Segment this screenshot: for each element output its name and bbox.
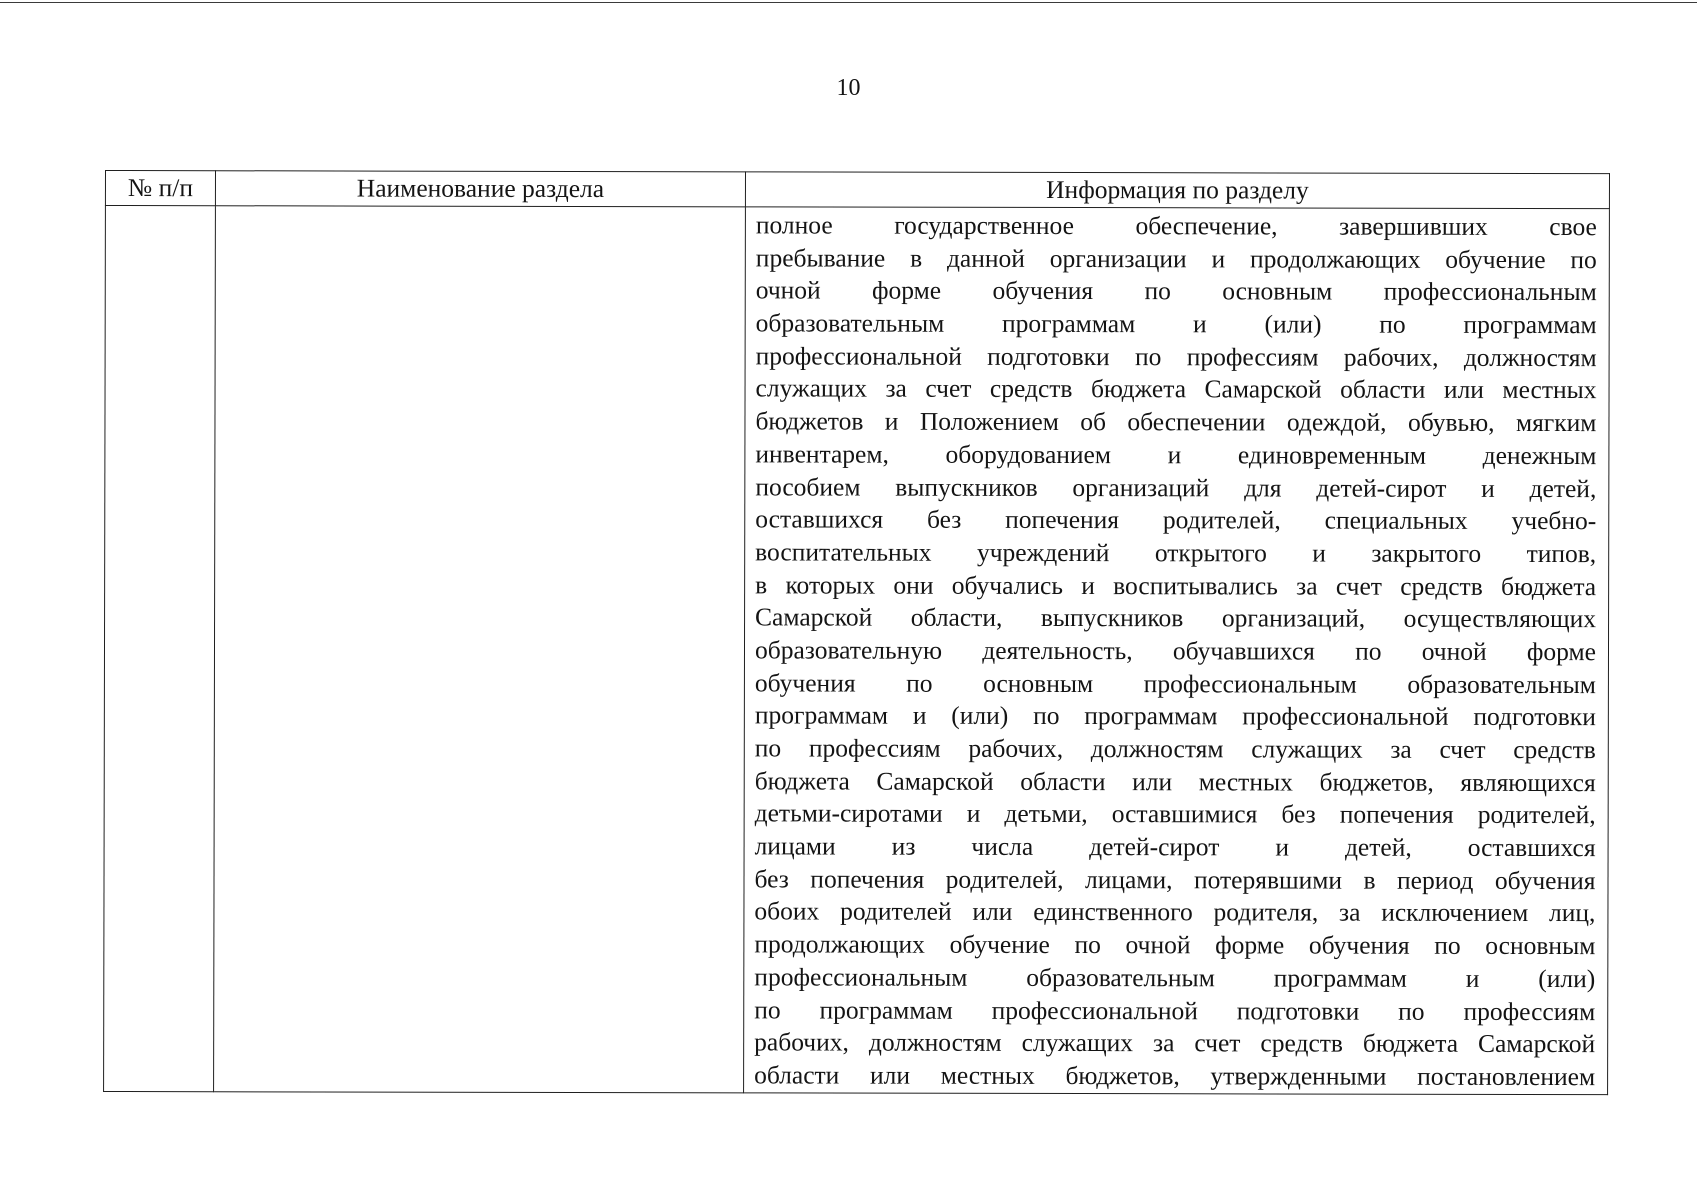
info-text-line: профессиональным образовательным программам и (или)	[754, 962, 1596, 993]
info-text-line: бюджетов и Положением об обеспечении одеждой, обувью, мягким	[755, 406, 1597, 438]
info-text-line: оставшихся без попечения родителей, специальных учебно-	[755, 504, 1597, 536]
info-text-line: профессиональной подготовки по профессиям рабочих, должностям	[755, 341, 1597, 372]
info-text-line: бюджета Самарской области или местных бюджетов, являющихся	[754, 766, 1596, 797]
info-text-line: полное государственное обеспечение, завершивших свое	[755, 210, 1597, 242]
info-text-line: Самарской области, выпускников организаций, осуществляющих	[755, 602, 1597, 634]
row-section-name-cell	[214, 206, 746, 1093]
info-text-line: по профессиям рабочих, должностям служащих за счет средств	[754, 733, 1596, 765]
table-header-row	[105, 171, 1609, 209]
row-number-cell	[104, 206, 216, 1092]
info-text-line: обоих родителей или единственного родителя, за исключением лиц,	[754, 896, 1596, 928]
info-text-line: в которых они обучались и воспитывались за счет средств бюджета	[755, 569, 1597, 601]
info-text-line: очной форме обучения по основным профессиональным	[755, 275, 1597, 307]
header-section-name: Наименование раздела	[215, 171, 745, 207]
info-text-line: образовательным программам и (или) по программам	[755, 308, 1597, 340]
info-text-line: рабочих, должностям служащих за счет средств бюджета Самарской	[754, 1027, 1596, 1059]
sections-table	[103, 170, 1610, 1095]
info-text-line: образовательную деятельность, обучавшихся по очной форме	[754, 635, 1597, 667]
info-text-line: обучения по основным профессиональным образовательным	[754, 667, 1596, 699]
info-text-line: продолжающих обучение по очной форме обучения по основным	[754, 929, 1596, 961]
header-number: № п/п	[105, 171, 215, 206]
info-text-line: детьми-сиротами и детьми, оставшимися без попечения родителей,	[754, 798, 1596, 830]
info-text-line: по программам профессиональной подготовки по профессиям	[754, 994, 1596, 1026]
info-text-line: без попечения родителей, лицами, потерявшими в период обучения	[754, 864, 1596, 895]
info-text-line: программам и (или) по программам профессиональной подготовки	[754, 700, 1596, 732]
info-text-line: служащих за счет средств бюджета Самарской области или местных	[755, 373, 1597, 405]
header-section-info: Информация по разделу	[745, 172, 1609, 209]
top-border-line	[0, 2, 1697, 3]
info-text-line: пособием выпускников организаций для детей-сирот и детей,	[755, 471, 1597, 503]
page-number: 10	[836, 75, 861, 101]
table-row	[104, 206, 1610, 1095]
info-text-line: воспитательных учреждений открытого и закрытого типов,	[755, 537, 1597, 568]
info-text-line: лицами из числа детей-сирот и детей, оставшихся	[754, 831, 1596, 863]
info-text-line: области или местных бюджетов, утвержденными постановлением	[754, 1060, 1596, 1091]
info-text-line: инвентарем, оборудованием и единовременным денежным	[755, 439, 1597, 470]
info-text-line: пребывание в данной организации и продолжающих обучение по	[755, 243, 1597, 274]
row-section-info-cell	[744, 207, 1610, 1094]
